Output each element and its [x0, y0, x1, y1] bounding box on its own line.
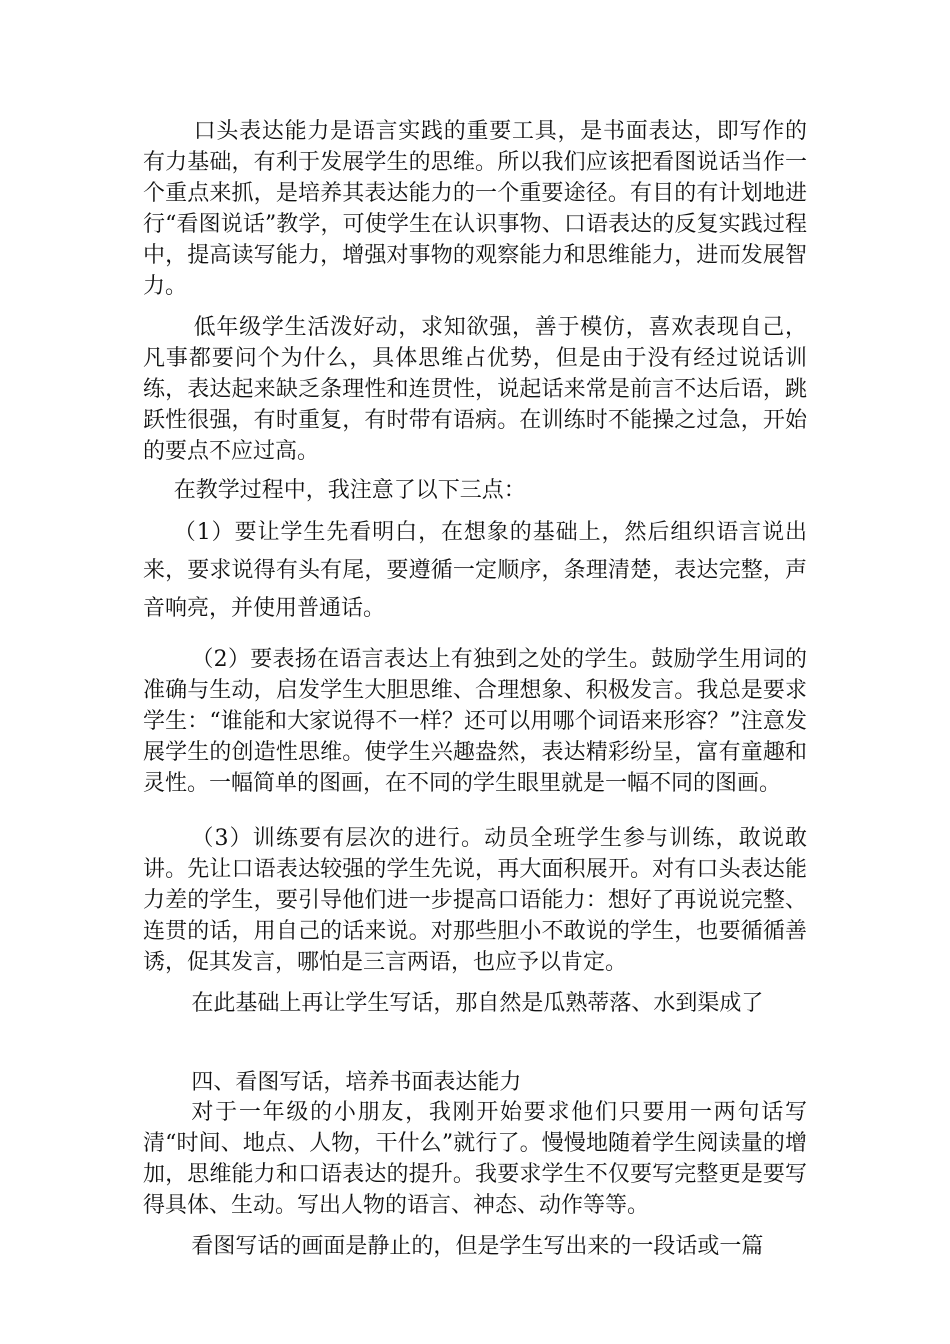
- paragraph-writing-foundation: 在此基础上再让学生写话，那自然是瓜熟蒂落、水到渠成了: [191, 991, 764, 1016]
- document-body: [143, 116, 807, 1262]
- section-heading-picture-writing: 四、看图写话，培养书面表达能力: [191, 1070, 522, 1095]
- paragraph-point-3: （3）训练要有层次的进行。动员全班学生参与训练，敢说敢讲。先让口语表达较强的学生先说，再大面积展开。对有口头表达能力差的学生，要引导他们进一步提高口语能力：想好了再说说完整、连贯的话，用自己的话来说。对那些胆小不敢说的学生，也要循循善诱，促其发言，哪怕是三言两语，也应予以肯定。: [143, 826, 807, 975]
- paragraph-point-1: （1）要让学生先看明白，在想象的基础上，然后组织语言说出来，要求说得有头有尾，要遵循一定顺序，条理清楚，表达完整，声音响亮，并使用普通话。: [143, 520, 807, 621]
- paragraph-lower-grade-students: 低年级学生活泼好动，求知欲强，善于模仿，喜欢表现自己，凡事都要问个为什么，具体思维占优势，但是由于没有经过说话训练，表达起来缺乏条理性和连贯性，说起话来常是前言不达后语，跳跃性很强，有时重复，有时带有语病。在训练时不能操之过急，开始的要点不应过高。: [143, 315, 807, 464]
- paragraph-three-points-intro: 在教学过程中，我注意了以下三点：: [173, 478, 526, 503]
- paragraph-point-2: （2）要表扬在语言表达上有独到之处的学生。鼓励学生用词的准确与生动，启发学生大胆思维、合理想象、积极发言。我总是要求学生：“谁能和大家说得不一样？还可以用哪个词语来形容？”注意发展学生的创造性思维。使学生兴趣盎然，表达精彩纷呈，富有童趣和灵性。一幅简单的图画，在不同的学生眼里就是一幅不同的图画。: [143, 647, 807, 796]
- paragraph-static-picture: 看图写话的画面是静止的，但是学生写出来的一段话或一篇: [191, 1234, 764, 1259]
- paragraph-oral-expression-importance: 口头表达能力是语言实践的重要工具，是书面表达，即写作的有力基础，有利于发展学生的思维。所以我们应该把看图说话当作一个重点来抓，是培养其表达能力的一个重要途径。有目的有计划地进行“看图说话”教学，可使学生在认识事物、口语表达的反复实践过程中，提高读写能力，增强对事物的观察能力和思维能力，进而发展智力。: [143, 119, 807, 299]
- paragraph-first-grade-requirements: 对于一年级的小朋友，我刚开始要求他们只要用一两句话写清“时间、地点、人物，干什么”就行了。慢慢地随着学生阅读量的增加，思维能力和口语表达的提升。我要求学生不仅要写完整更是要写得具体、生动。写出人物的语言、神态、动作等等。: [143, 1100, 807, 1218]
